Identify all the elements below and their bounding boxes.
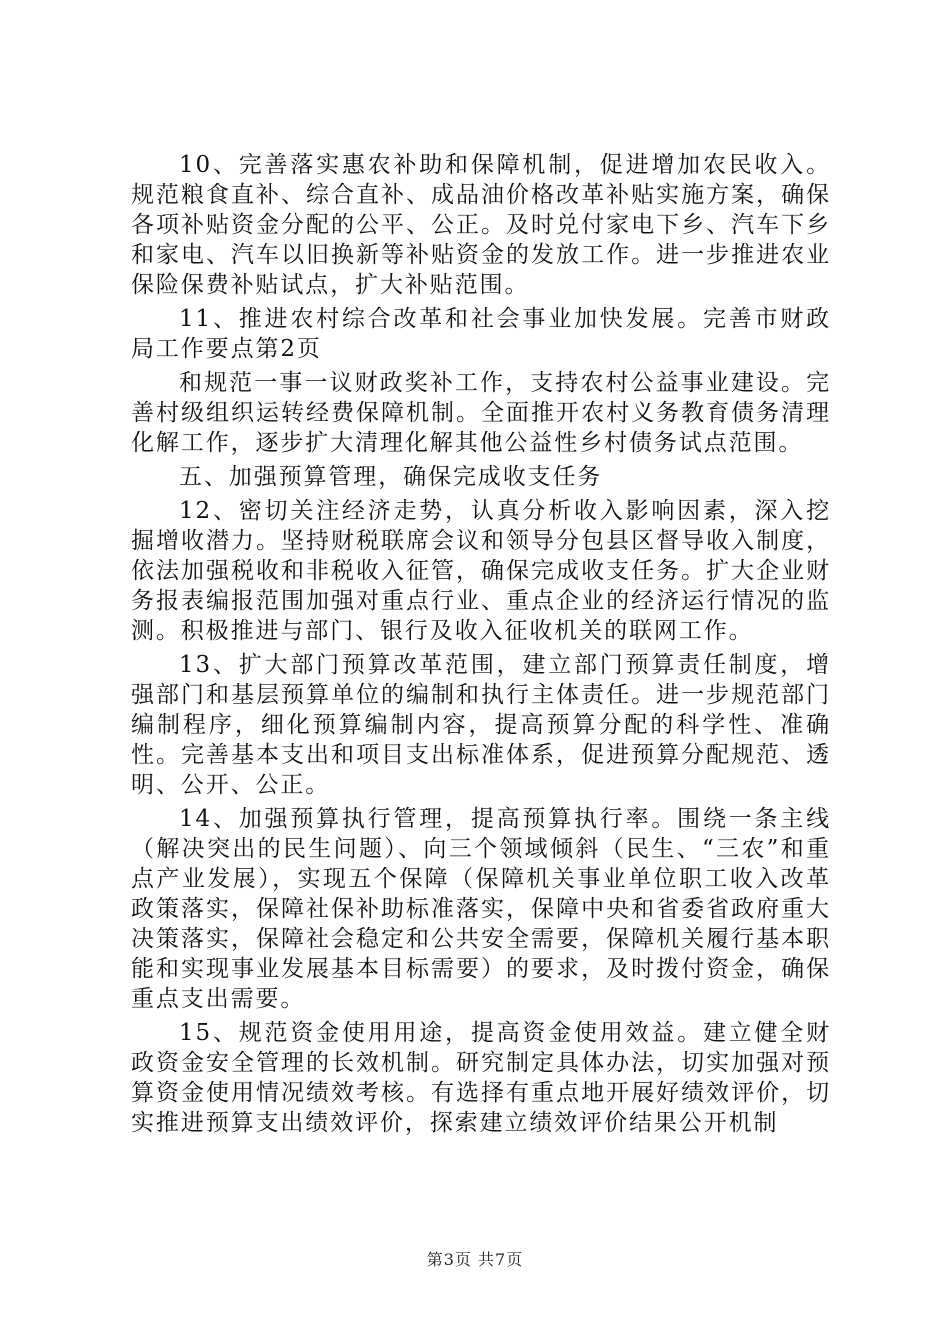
paragraph-11: 11、推进农村综合改革和社会事业加快发展。完善市财政局工作要点第2页 (131, 306, 831, 362)
paragraph-10: 10、完善落实惠农补助和保障机制，促进增加农民收入。规范粮食直补、综合直补、成品油价格改革补贴实施方案，确保各项补贴资金分配的公平、公正。及时兑付家电下乡、汽车下乡和家电、汽车以旧换新等补贴资金的发放工作。进一步推进农业保险保费补贴试点，扩大补贴范围。 (131, 152, 831, 298)
paragraph-15: 15、规范资金使用用途，提高资金使用效益。建立健全财政资金安全管理的长效机制。研究制定具体办法，切实加强对预算资金使用情况绩效考核。有选择有重点地开展好绩效评价，切实推进预算支出绩效评价，探索建立绩效评价结果公开机制 (131, 1020, 831, 1136)
paragraph-12: 12、密切关注经济走势，认真分析收入影响因素，深入挖掘增收潜力。坚持财税联席会议和领导分包县区督导收入制度，依法加强税收和非税收入征管，确保完成收支任务。扩大企业财务报表编报范围加强对重点行业、重点企业的经济运行情况的监测。积极推进与部门、银行及收入征收机关的联网工作。 (131, 498, 831, 644)
paragraph-13: 13、扩大部门预算改革范围，建立部门预算责任制度，增强部门和基层预算单位的编制和执行主体责任。进一步规范部门编制程序，细化预算编制内容，提高预算分配的科学性、准确性。完善基本支出和项目支出标准体系，促进预算分配规范、透明、公开、公正。 (131, 652, 831, 798)
section-heading-5: 五、加强预算管理，确保完成收支任务 (179, 464, 603, 490)
paragraph-11-continued: 和规范一事一议财政奖补工作，支持农村公益事业建设。完善村级组织运转经费保障机制。全面推开农村义务教育债务清理化解工作，逐步扩大清理化解其他公益性乡村债务试点范围。 (131, 370, 831, 456)
paragraph-14: 14、加强预算执行管理，提高预算执行率。围绕一条主线（解决突出的民生问题）、向三个领域倾斜（民生、“三农”和重点产业发展），实现五个保障（保障机关事业单位职工收入改革政策落实，保障社保补助标准落实，保障中央和省委省政府重大决策落实，保障社会稳定和公共安全需要，保障机关履行基本职能和实现事业发展基本目标需要）的要求，及时拨付资金，确保重点支出需要。 (131, 806, 831, 1012)
page-footer: 第3页 共7页 (426, 1250, 524, 1269)
document-body (131, 150, 831, 1142)
